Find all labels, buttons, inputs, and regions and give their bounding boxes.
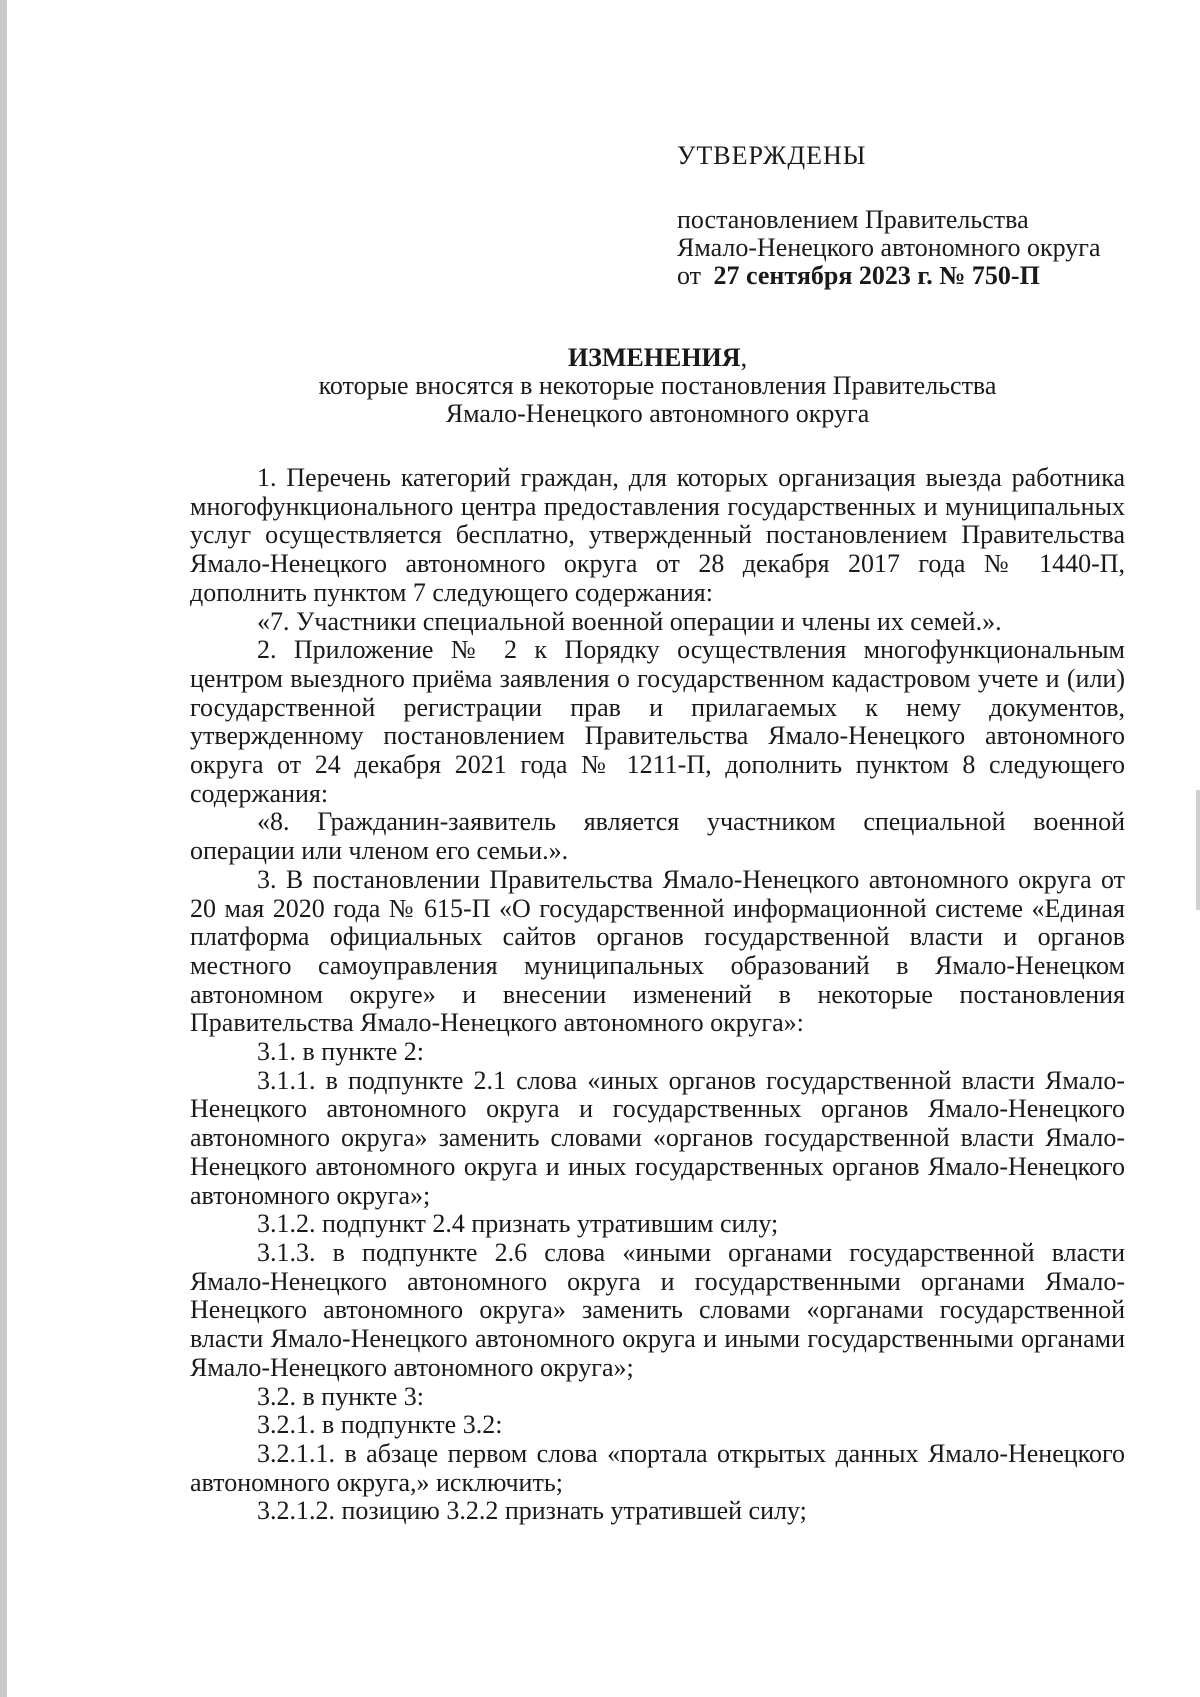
paragraph-3: 3. В постановлении Правительства Ямало-Ненецкого автономного округа от 20 мая 2020 года № 615-П «О государственной информационной системе «Единая платформа официальных сайтов органов государственной власти и органов местного самоуправления муниципальных образований в Ямало-Ненецком автономном округе» и внесении изменений в некоторые постановления Правительства Ямало-Ненецкого автономного округа»:	[190, 864, 1125, 1038]
paragraph-3-2-1-1: 3.2.1.1. в абзаце первом слова «портала открытых данных Ямало-Ненецкого автономного округа,» исключить;	[190, 1438, 1125, 1497]
page-right-edge-mark	[1196, 790, 1200, 910]
document-body	[190, 464, 1125, 1526]
paragraph-3-1-1: 3.1.1. в подпункте 2.1 слова «иных органов государственной власти Ямало-Ненецкого автономного округа и государственных органов Ямало-Ненецкого автономного округа» заменить словами «органов государственной власти Ямало-Ненецкого автономного округа и иных государственных органов Ямало-Ненецкого автономного округа»;	[190, 1065, 1125, 1210]
document-title-comma: ,	[740, 343, 748, 372]
approval-line-2: Ямало-Ненецкого автономного округа	[677, 233, 1101, 262]
approval-stamp: УТВЕРЖДЕНЫ	[677, 141, 867, 170]
paragraph-1-quote: «7. Участники специальной военной операции и члены их семей.».	[257, 606, 1002, 636]
paragraph-2: 2. Приложение № 2 к Порядку осуществления многофункциональным центром выездного приёма заявления о государственном кадастровом учете и (или) государственной регистрации прав и прилагаемых к нему документов, утвержденному постановлением Правительства Ямало-Ненецкого автономного округа от 24 декабря 2021 года № 1211-П, дополнить пунктом 8 следующего содержания:	[190, 635, 1125, 808]
approval-date-prefix: от	[677, 261, 702, 290]
approval-date-line	[677, 262, 1137, 290]
paragraph-1: 1. Перечень категорий граждан, для которых организация выезда работника многофункционального центра предоставления государственных и муниципальных услуг осуществляется бесплатно, утвержденный постановлением Правительства Ямало-Ненецкого автономного округа от 28 декабря 2017 года № 1440-П, дополнить пунктом 7 следующего содержания:	[190, 463, 1125, 607]
document-header	[190, 344, 1125, 428]
page-left-edge	[0, 0, 7, 1697]
paragraph-3-1-2: 3.1.2. подпункт 2.4 признать утратившим силу;	[257, 1209, 779, 1239]
paragraph-3-2: 3.2. в пункте 3:	[257, 1381, 425, 1411]
paragraph-3-2-1: 3.2.1. в подпункте 3.2:	[257, 1410, 503, 1440]
document-title: ИЗМЕНЕНИЯ	[567, 343, 741, 372]
approval-block	[677, 142, 1137, 290]
approval-line-1: постановлением Правительства	[677, 205, 1029, 234]
approval-date-value: 27 сентября 2023 г. № 750-П	[713, 261, 1040, 290]
document-title-line	[190, 344, 1125, 372]
paragraph-3-2-1-2: 3.2.1.2. позицию 3.2.2 признать утратившей силу;	[257, 1496, 807, 1526]
document-subtitle-line-2: Ямало-Ненецкого автономного округа	[445, 399, 870, 428]
paragraph-3-1-3: 3.1.3. в подпункте 2.6 слова «иными органами государственной власти Ямало-Ненецкого автономного округа и государственными органами Ямало-Ненецкого автономного округа» заменить словами «органами государственной власти Ямало-Ненецкого автономного округа и иными государственными органами Ямало-Ненецкого автономного округа»;	[190, 1237, 1125, 1382]
document-subtitle-line-1: которые вносятся в некоторые постановления Правительства	[318, 371, 997, 400]
paragraph-2-quote: «8. Гражданин-заявитель является участником специальной военной операции или членом его семьи.».	[190, 807, 1125, 866]
paragraph-3-1: 3.1. в пункте 2:	[257, 1037, 425, 1067]
